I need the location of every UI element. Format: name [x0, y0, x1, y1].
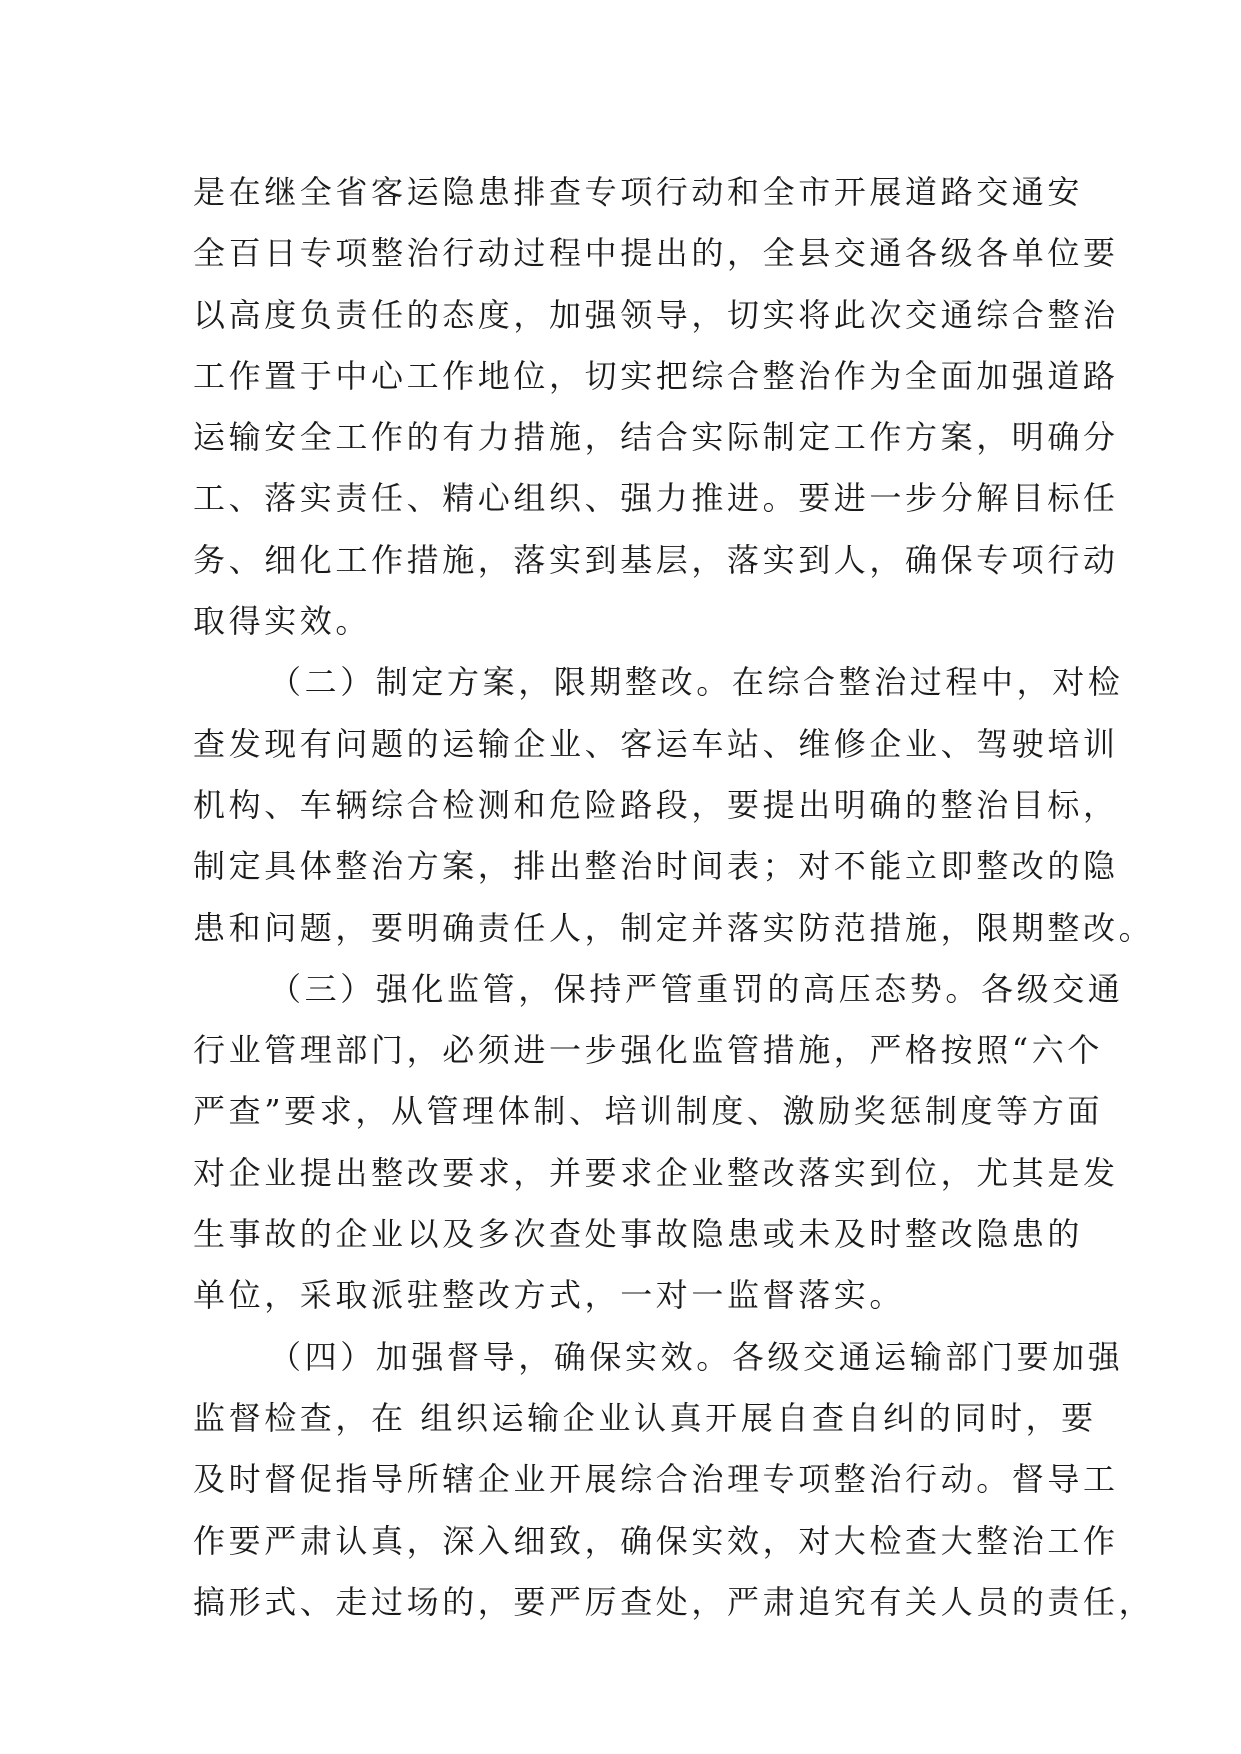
- text-line: 严查”要求，从管理体制、培训制度、激励奖惩制度等方面: [193, 1092, 1103, 1131]
- text-line: 运输安全工作的有力措施，结合实际制定工作方案，明确分: [193, 418, 1119, 457]
- text-line: 患和问题，要明确责任人，制定并落实防范措施，限期整改。: [193, 908, 1155, 947]
- text-line: （三）强化监管，保持严管重罚的高压态势。各级交通: [269, 969, 1124, 1008]
- text-line: 行业管理部门，必须进一步强化监管措施，严格按照“六个: [193, 1031, 1103, 1070]
- text-line: 以高度负责任的态度，加强领导，切实将此次交通综合整治: [193, 295, 1119, 334]
- text-line: 务、细化工作措施，落实到基层，落实到人，确保专项行动: [193, 540, 1119, 579]
- text-line: 查发现有问题的运输企业、客运车站、维修企业、驾驶培训: [193, 724, 1119, 763]
- text-line: 作要严肃认真，深入细致，确保实效，对大检查大整治工作: [193, 1521, 1119, 1560]
- text-line: 对企业提出整改要求，并要求企业整改落实到位，尤其是发: [193, 1153, 1119, 1192]
- text-line: 工作置于中心工作地位，切实把综合整治作为全面加强道路: [193, 356, 1119, 395]
- text-line: 单位，采取派驻整改方式，一对一监督落实。: [193, 1276, 906, 1315]
- text-line: （二）制定方案，限期整改。在综合整治过程中，对检: [269, 663, 1124, 702]
- text-line: 搞形式、走过场的，要严厉查处，严肃追究有关人员的责任，: [193, 1582, 1155, 1621]
- text-line: 全百日专项整治行动过程中提出的，全县交通各级各单位要: [193, 234, 1119, 273]
- text-line: 取得实效。: [193, 602, 372, 641]
- text-line: （四）加强督导，确保实效。各级交通运输部门要加强: [269, 1337, 1124, 1376]
- text-line: 机构、车辆综合检测和危险路段，要提出明确的整治目标，: [193, 785, 1119, 824]
- text-line: 监督检查，在 组织运输企业认真开展自查自纠的同时，要: [193, 1398, 1097, 1437]
- document-body: [193, 162, 1155, 1633]
- text-line: 工、落实责任、精心组织、强力推进。要进一步分解目标任: [193, 479, 1119, 518]
- text-line: 及时督促指导所辖企业开展综合治理专项整治行动。督导工: [193, 1460, 1119, 1499]
- text-line: 是在继全省客运隐患排查专项行动和全市开展道路交通安: [193, 173, 1084, 211]
- text-line: 生事故的企业以及多次查处事故隐患或未及时整改隐患的: [193, 1215, 1084, 1254]
- text-line: 制定具体整治方案，排出整治时间表；对不能立即整改的隐: [193, 847, 1119, 886]
